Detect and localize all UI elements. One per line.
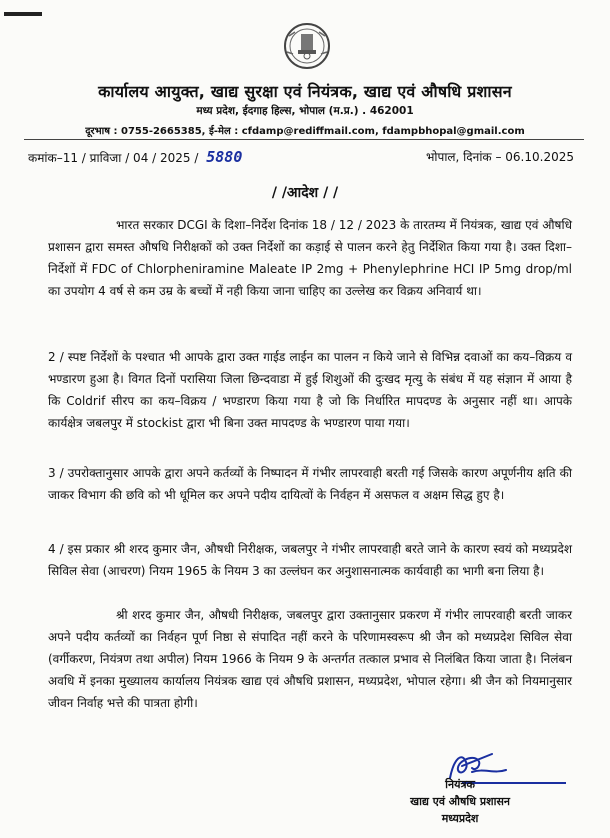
handwritten-dispatch-number: 5880 xyxy=(206,148,243,166)
paragraph-1 xyxy=(48,214,572,302)
paragraph-text: भारत सरकार DCGI के दिशा–निर्देश दिनांक 18 / 12 / 2023 के तारतम्य में नियंत्रक, खाद्य एवं औषधि प्रशासन द्वारा समस्त औषधि निरीक्षकों को उक्त निर्देशों का कड़ाई से पालन करने हेतु निर्देशित किया गया है। उक्त दिशा–निर्देशों में FDC of Chlorpheniramine Maleate IP 2mg + Phenylephrine HCI IP 5mg drop/ml का उपयोग 4 वर्ष से कम उम्र के बच्चों में नही किया जाना चाहिए का उल्लेख कर विक्रय अनिवार्य था। xyxy=(48,218,572,298)
signatory-block xyxy=(410,776,510,827)
paragraph-5 xyxy=(48,604,572,714)
contact-line: दूरभाष : 0755-2665385, ई-मेल : cfdamp@rediffmail.com, fdampbhopal@gmail.com xyxy=(85,126,525,137)
paragraph-text: 3 / उपरोक्तानुसार आपके द्वारा अपने कर्तव्यों के निष्पादन में गंभीर लापरवाही बरती गई जिसके कारण अपूर्णनीय क्षति की जाकर विभाग की छवि को भी धूमिल कर अपने पदीय दायित्वों के निर्वहन में असफल व अक्षम सिद्ध हुए है। xyxy=(48,466,572,502)
signatory-state: मध्यप्रदेश xyxy=(441,812,479,825)
office-address: मध्य प्रदेश, ईदगाह हिल्स, भोपाल (म.प्र.) . 462001 xyxy=(196,105,414,117)
office-title: कार्यालय आयुक्त, खाद्य सुरक्षा एवं नियंत्रक, खाद्य एवं औषधि प्रशासन xyxy=(98,82,512,101)
paragraph-text: 4 / इस प्रकार श्री शरद कुमार जैन, औषधी निरीक्षक, जबलपुर ने गंभीर लापरवाही बरते जाने के कारण स्वयं को मध्यप्रदेश सिविल सेवा (आचरण) नियम 1965 के नियम 3 का उल्लंघन कर अनुशासनात्मक कार्यवाही का भागी बना लिया है। xyxy=(48,542,572,578)
paragraph-4 xyxy=(48,538,572,582)
signatory-designation: नियंत्रक xyxy=(445,778,476,791)
state-emblem-seal xyxy=(281,22,333,72)
paragraph-text: 2 / स्पष्ट निर्देशों के पश्चात भी आपके द्वारा उक्त गाईड लाईन का पालन न किये जाने से विभिन्न दवाओं का कय–विक्रय व भण्डारण हुआ है। विगत दिनों परासिया जिला छिन्दवाडा में हुई शिशुओं की दुःखद मृत्यु के संबंध में यह संज्ञान में आया है कि Coldrif सीरप का कय–विक्रय / भण्डारण किया गया है जो कि निर्धारित मापदण्ड के अनुसार नहीं था। आपके कार्यक्षेत्र जबलपुर में stockist द्वारा भी बिना उक्त मापदण्ड के भण्डारण पाया गया। xyxy=(48,350,572,430)
header-divider xyxy=(24,139,584,140)
paragraph-text: श्री शरद कुमार जैन, औषधी निरीक्षक, जबलपुर द्वारा उक्तानुसार प्रकरण में गंभीर लापरवाही बरती जाकर अपने पदीय कर्तव्यों का निर्वहन पूर्ण निष्ठा से संपादित नहीं करने के परिणामस्वरूप श्री जैन को मध्यप्रदेश सिविल सेवा (वर्गीकरण, नियंत्रण तथा अपील) नियम 1966 के नियम 9 के अन्तर्गत तत्काल प्रभाव से निलंबित किया जाता है। निलंबन अवधि में इनका मुख्यालय कार्यालय नियंत्रक खाद्य एवं औषधि प्रशासन, मध्यप्रदेश, भोपाल रहेगा। श्री जैन को नियमानुसार जीवन निर्वाह भत्ते की पात्रता होगी। xyxy=(48,608,572,710)
reference-number: कमांक–11 / प्राविजा / 04 / 2025 / xyxy=(28,151,199,165)
reference-line xyxy=(28,148,242,166)
place-date: भोपाल, दिनांक – 06.10.2025 xyxy=(425,150,574,164)
order-heading: / /आदेश / / xyxy=(271,185,339,201)
corner-mark xyxy=(4,12,42,16)
paragraph-2 xyxy=(48,346,572,434)
paragraph-3 xyxy=(48,462,572,506)
signatory-department: खाद्य एवं औषधि प्रशासन xyxy=(410,795,510,808)
